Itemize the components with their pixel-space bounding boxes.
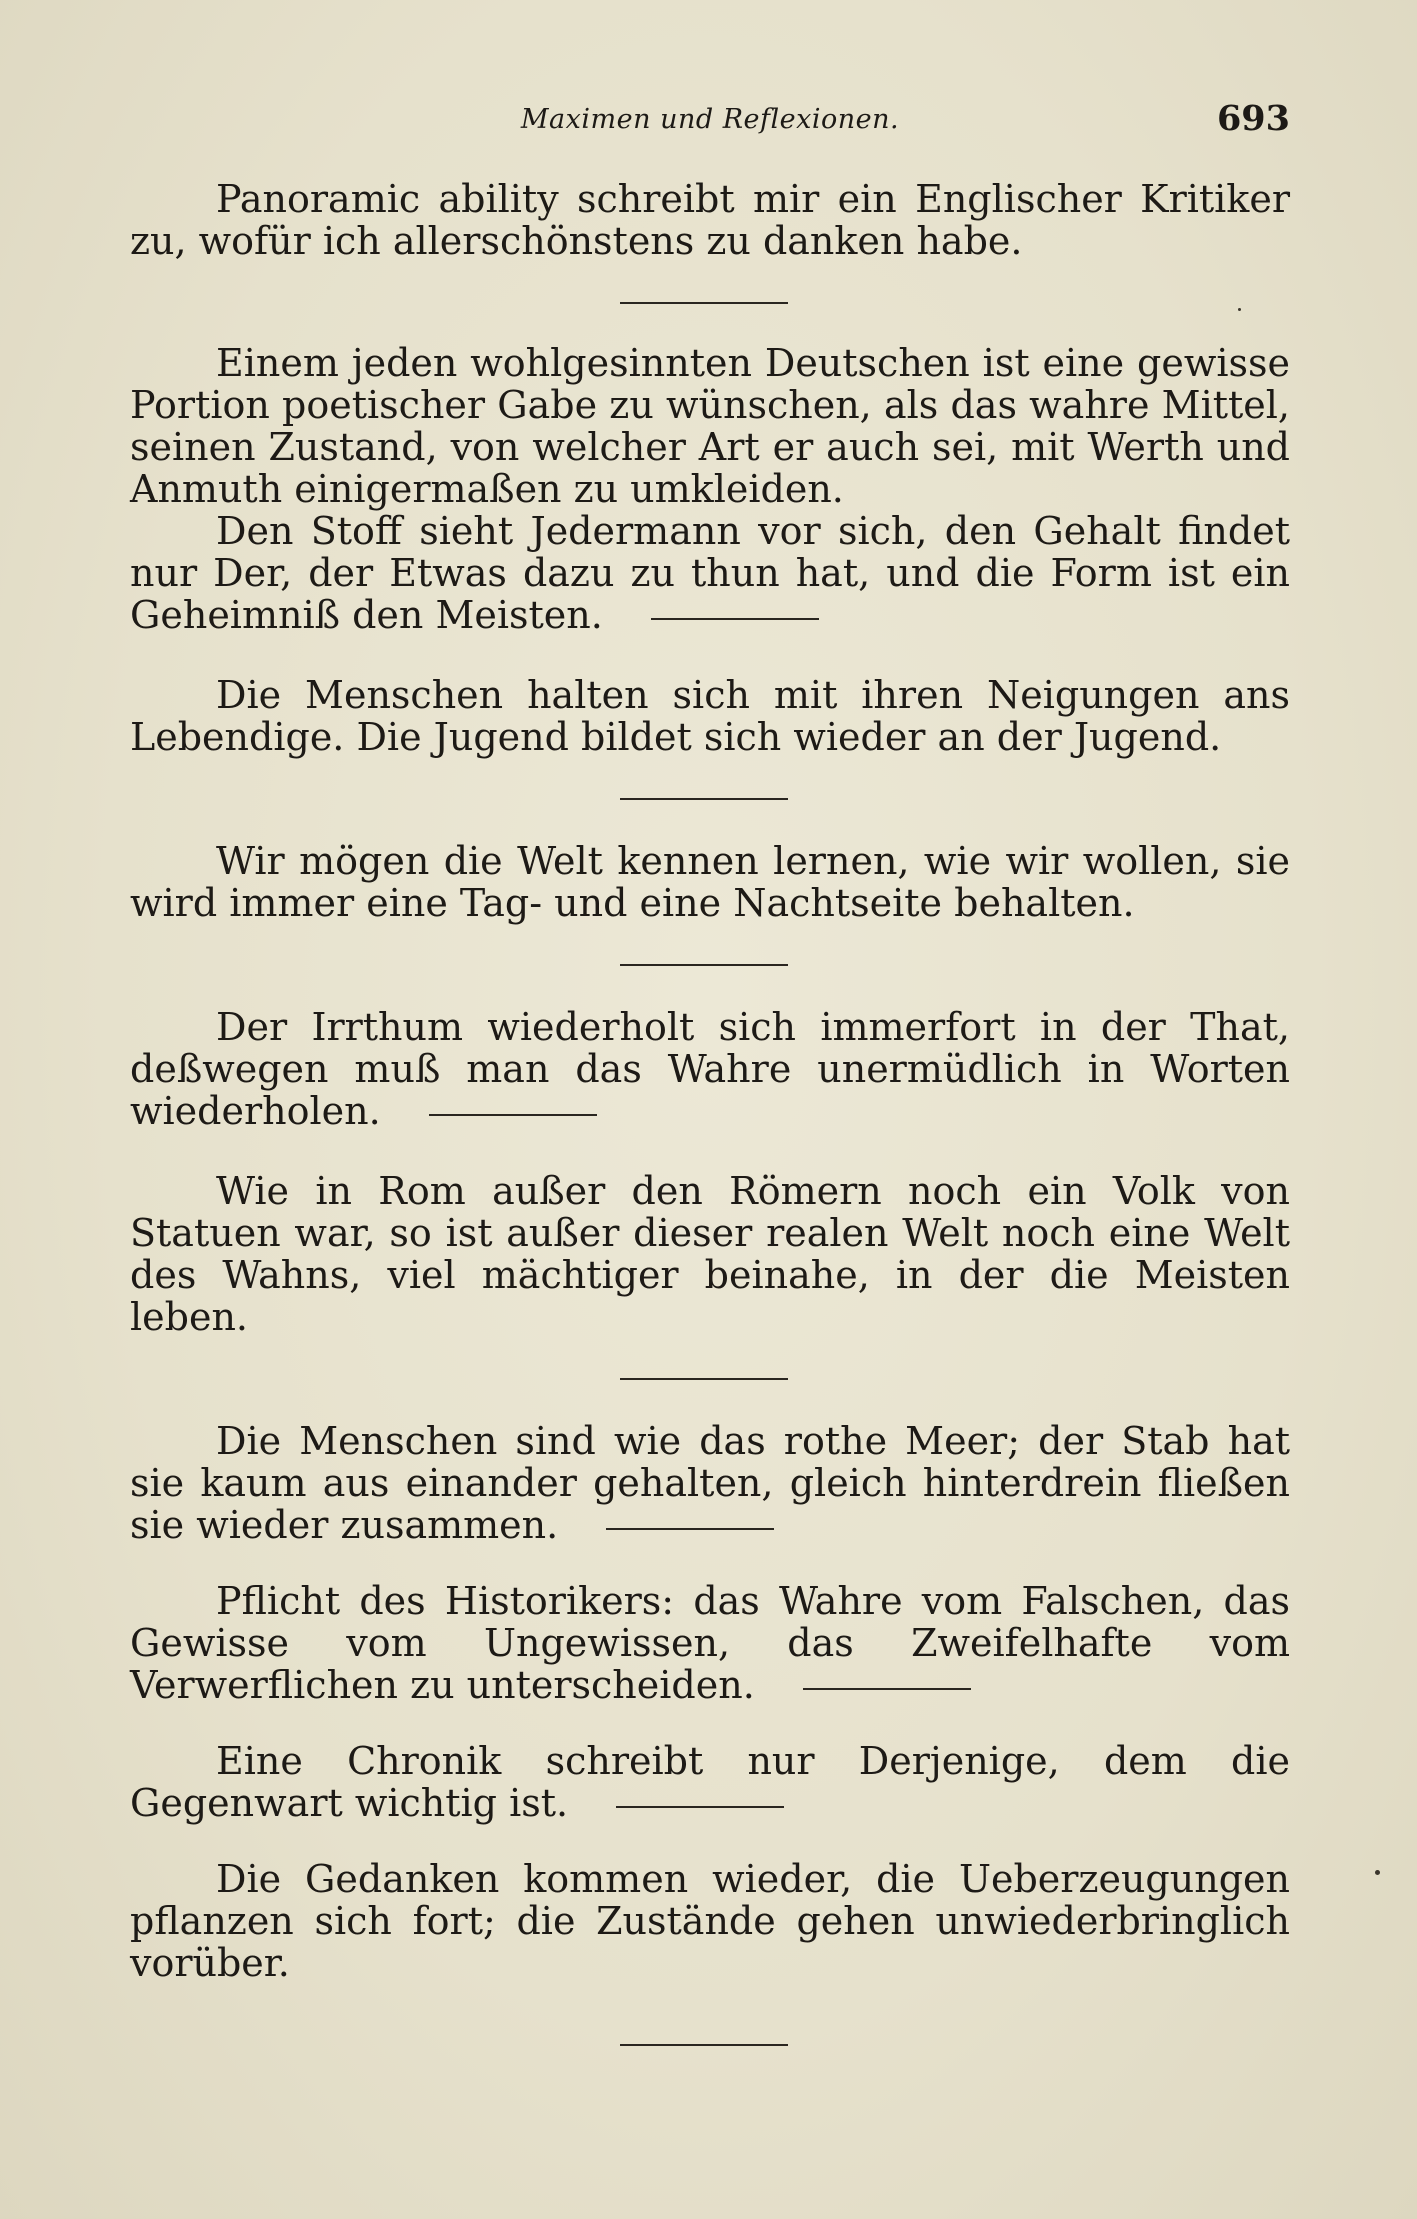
maxim-paragraph: Die Gedanken kommen wieder, die Ueberzeugungen pflanzen sich fort; die Zustände gehen unwiederbringlich vorüber. [130, 1857, 1290, 1985]
section-rule [620, 2044, 788, 2046]
running-title: Maximen und Reflexionen. [520, 104, 900, 135]
section-rule [429, 1114, 597, 1116]
maxim-text: Die Menschen sind wie das rothe Meer; der Stab hat sie kaum aus einander gehalten, gleich hinterdrein fließen sie wieder zusammen. [130, 1419, 1290, 1547]
maxim-text: Pflicht des Historikers: das Wahre vom Falschen, das Gewisse vom Ungewissen, das Zweifelhafte vom Verwerflichen zu unterscheiden. [130, 1579, 1290, 1707]
maxim-paragraph: Panoramic ability schreibt mir ein Englischer Kritiker zu, wofür ich allerschönstens zu danken habe. [130, 177, 1290, 263]
section-rule [803, 1688, 971, 1690]
ink-speck [1375, 1870, 1380, 1875]
maxim-paragraph [130, 1006, 1290, 1132]
page-number: 693 [1216, 98, 1290, 139]
maxim-text: Eine Chronik schreibt nur Derjenige, dem die Gegenwart wichtig ist. [130, 1739, 1290, 1825]
maxim-paragraph [130, 510, 1290, 636]
maxim-paragraph: Die Menschen halten sich mit ihren Neigungen ans Lebendige. Die Jugend bildet sich wieder an der Jugend. [130, 673, 1290, 759]
section-rule [606, 1528, 774, 1530]
maxim-paragraph [130, 1580, 1290, 1706]
maxim-paragraph [130, 1420, 1290, 1546]
maxim-text: Der Irrthum wiederholt sich immerfort in der That, deßwegen muß man das Wahre unermüdlich in Worten wiederholen. [130, 1005, 1290, 1133]
maxim-paragraph: Wie in Rom außer den Römern noch ein Volk von Statuen war, so ist außer dieser realen Welt noch eine Welt des Wahns, viel mächtiger beinahe, in der die Meisten leben. [130, 1169, 1290, 1339]
ink-speck [1238, 308, 1241, 311]
section-rule [651, 618, 819, 620]
maxim-paragraph: Einem jeden wohlgesinnten Deutschen ist eine gewisse Portion poetischer Gabe zu wünschen, als das wahre Mittel, seinen Zustand, von welcher Art er auch sei, mit Werth und Anmuth einigermaßen zu umkleiden. [130, 341, 1290, 511]
body-text [130, 178, 1290, 2046]
maxim-paragraph [130, 1740, 1290, 1824]
maxim-paragraph: Wir mögen die Welt kennen lernen, wie wir wollen, sie wird immer eine Tag- und eine Nachtseite behalten. [130, 839, 1290, 925]
maxim-text: Den Stoff sieht Jedermann vor sich, den Gehalt findet nur Der, der Etwas dazu zu thun hat, und die Form ist ein Geheimniß den Meisten. [130, 509, 1290, 637]
page-header [130, 98, 1290, 148]
section-rule [616, 1806, 784, 1808]
